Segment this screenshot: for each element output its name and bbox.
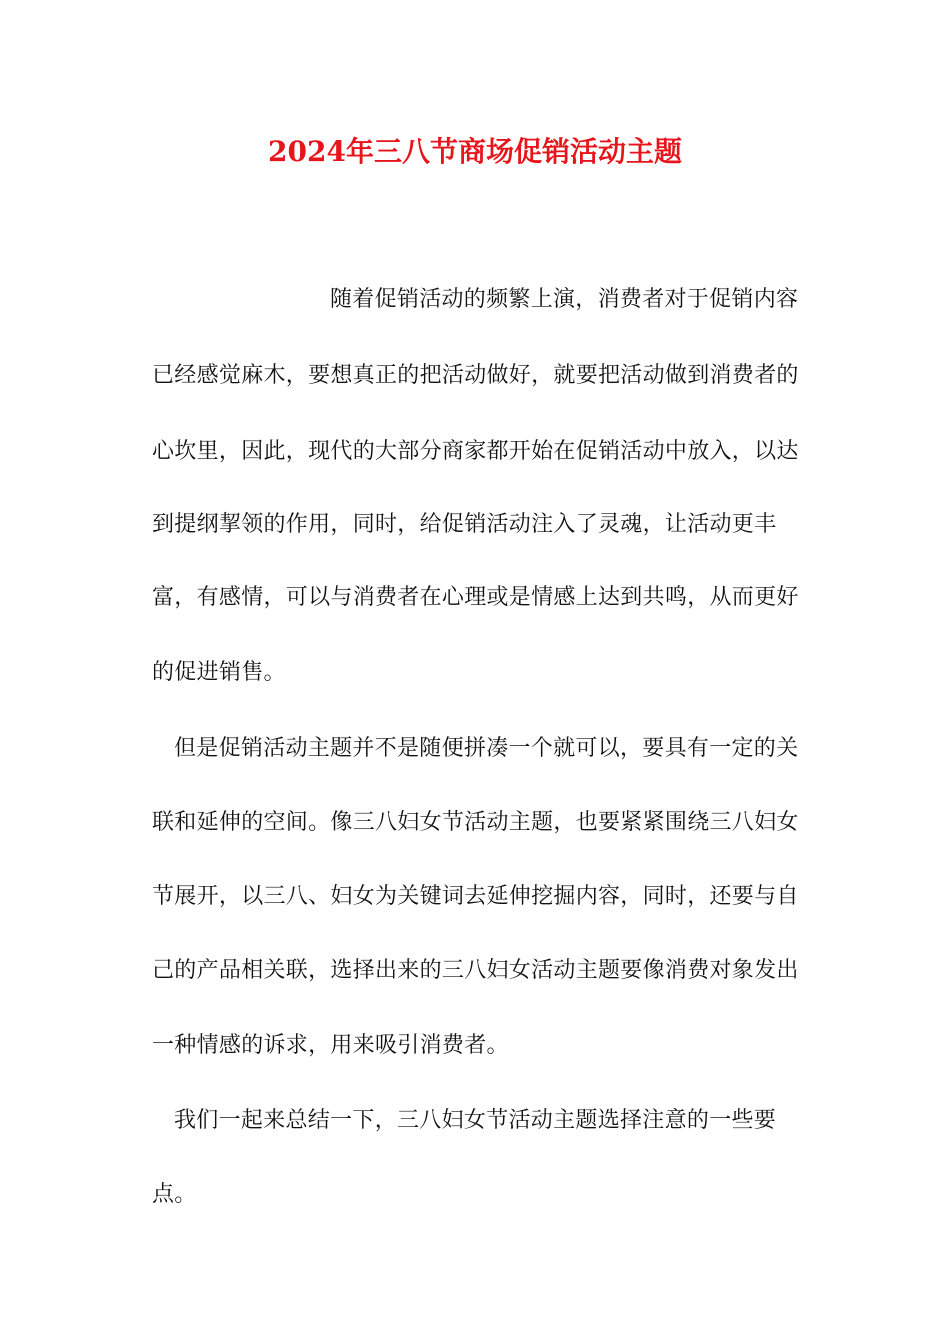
- paragraph-1-line-3: 心坎里，因此，现代的大部分商家都开始在促销活动中放入，以达: [152, 439, 799, 464]
- paragraph-1-line-1: 随着促销活动的频繁上演，消费者对于促销内容: [330, 287, 799, 312]
- paragraph-2-line-3: 节展开，以三八、妇女为关键词去延伸挖掘内容，同时，还要与自: [152, 884, 799, 909]
- paragraph-2-line-4: 己的产品相关联，选择出来的三八妇女活动主题要像消费对象发出: [152, 958, 799, 983]
- document-title: 2024年三八节商场促销活动主题: [268, 135, 682, 168]
- paragraph-1-line-4: 到提纲挈领的作用，同时，给促销活动注入了灵魂，让活动更丰: [152, 512, 777, 537]
- paragraph-2-line-5: 一种情感的诉求，用来吸引消费者。: [152, 1033, 509, 1058]
- paragraph-1-line-6: 的促进销售。: [152, 660, 286, 685]
- paragraph-3-line-2: 点。: [152, 1182, 197, 1207]
- paragraph-3-line-1: 我们一起来总结一下，三八妇女节活动主题选择注意的一些要: [174, 1108, 777, 1133]
- paragraph-1-line-5: 富，有感情，可以与消费者在心理或是情感上达到共鸣，从而更好: [152, 585, 799, 610]
- paragraph-1-line-2: 已经感觉麻木，要想真正的把活动做好，就要把活动做到消费者的: [152, 363, 799, 388]
- paragraph-2-line-2: 联和延伸的空间。像三八妇女节活动主题，也要紧紧围绕三八妇女: [152, 810, 799, 835]
- paragraph-2-line-1: 但是促销活动主题并不是随便拼凑一个就可以，要具有一定的关: [174, 736, 799, 761]
